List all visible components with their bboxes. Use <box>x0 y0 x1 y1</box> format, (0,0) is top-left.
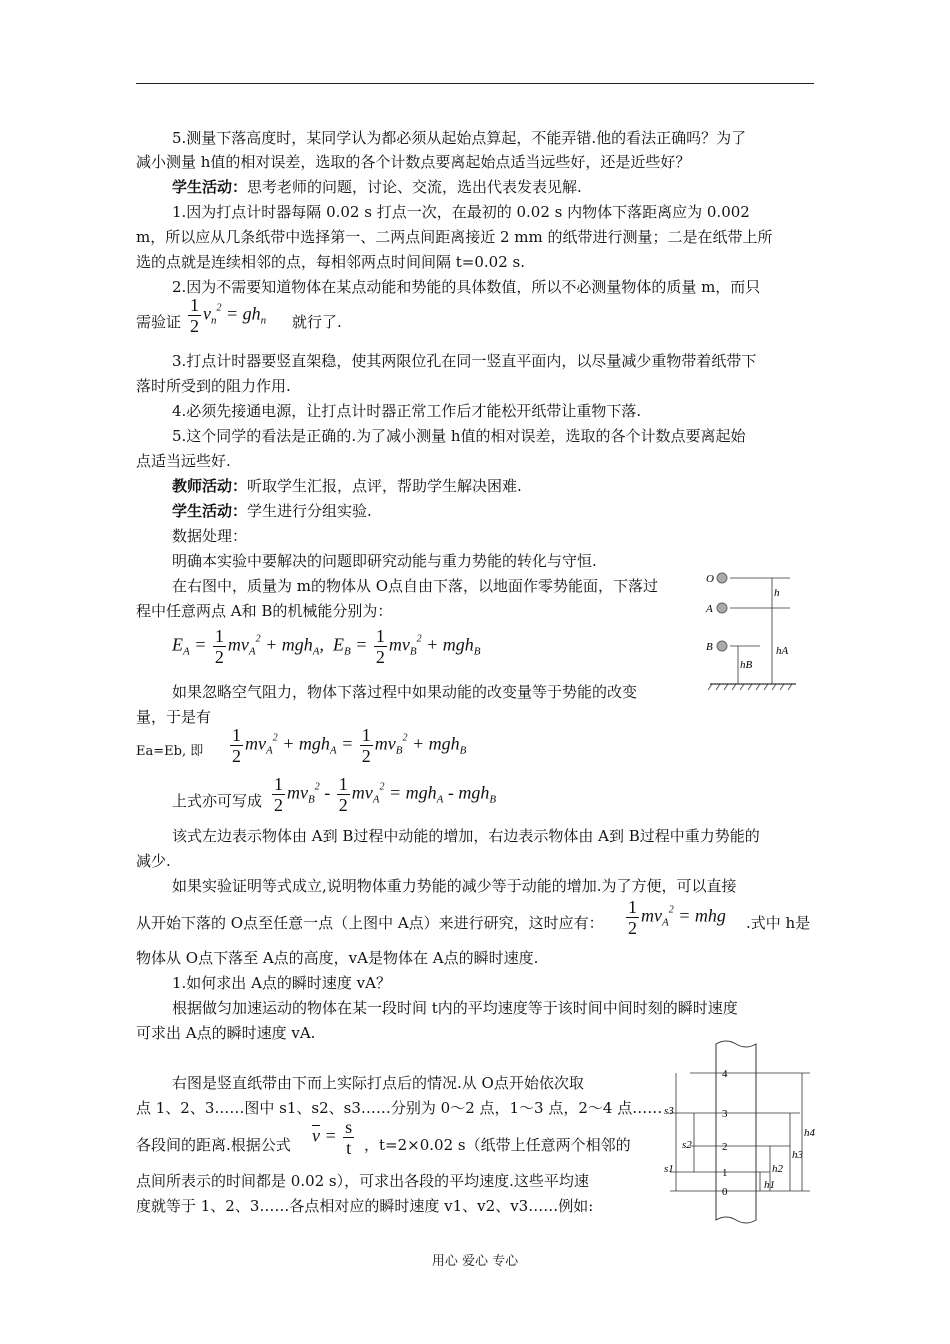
text-line: 1.如何求出 A点的瞬时速度 vA？ <box>172 974 391 992</box>
text-line: 各段间的距离.根据公式 <box>136 1136 291 1154</box>
text-line: 从开始下落的 O点至任意一点（上图中 A点）来进行研究，这时应有： <box>136 914 604 932</box>
svg-text:h2: h2 <box>772 1163 783 1175</box>
svg-text:2: 2 <box>722 1141 728 1153</box>
equation-rewrite: $\frac{1}{2}$ $mv_B^2$ - $\frac{1}{2}$ $mv_A^2 = mgh_A - mgh_B$ <box>274 774 497 815</box>
equation-simple: $\frac{1}{2}$ $mv_A^2$ = mhg <box>628 897 726 938</box>
equation-conservation: $\frac{1}{2}$ $mv_A^2 + mgh_A$ = $\frac{1}{2}$ $mv_B^2 + mgh_B$ <box>232 725 467 766</box>
text-line: 可求出 A点的瞬时速度 vA. <box>136 1024 316 1042</box>
text-line: 数据处理： <box>172 527 248 545</box>
falling-object-diagram <box>700 566 800 694</box>
label-B: B <box>706 641 713 653</box>
svg-text:s1: s1 <box>664 1163 674 1175</box>
text-span: 思考老师的问题，讨论、交流，选出代表发表见解. <box>247 178 582 196</box>
equation-average-velocity: $\overline{v}$ = $\frac{s}{t}$ <box>312 1117 353 1158</box>
student-activity <box>172 176 582 198</box>
text-line: 5.测量下落高度时，某同学认为都必须从起始点算起，不能弄错.他的看法正确吗？为了 <box>172 129 747 147</box>
page-footer: 用心 爱心 专心 <box>431 1254 519 1269</box>
svg-text:h4: h4 <box>804 1127 815 1139</box>
text-line: 物体从 O点下落至 A点的高度，vA是物体在 A点的瞬时速度. <box>136 949 539 967</box>
header-rule <box>136 83 814 84</box>
svg-text:3: 3 <box>722 1108 728 1120</box>
ball-A <box>717 603 727 613</box>
text-line: m，所以应从几条纸带中选择第一、二两点间距离接近 2 mm 的纸带进行测量；二是在纸带上所 <box>136 228 773 246</box>
text-line: .式中 h是 <box>746 914 811 932</box>
text-line: 4.必须先接通电源，让打点计时器正常工作后才能松开纸带让重物下落. <box>172 402 642 420</box>
label-O: O <box>706 573 714 585</box>
text-line: Ea=Eb, 即 <box>136 744 204 759</box>
student-activity-2 <box>172 500 372 522</box>
text-line: 如果实验证明等式成立,说明物体重力势能的减少等于动能的增加.为了方便，可以直接 <box>172 877 737 895</box>
equation-energy: $E_A$ = $\frac{1}{2}$ $mv_A^2 + mgh_A$, $E_B$ = $\frac{1}{2}$ $mv_B^2 + mgh_B$ <box>172 626 481 667</box>
ball-O <box>717 573 727 583</box>
text-line: 选的点就是连续相邻的点，每相邻两点时间间隔 t=0.02 s. <box>136 253 525 271</box>
text-line: 1.因为打点计时器每隔 0.02 s 打点一次，在最初的 0.02 s 内物体下落距离应为 0.002 <box>172 203 750 221</box>
text-line: 落时所受到的阻力作用. <box>136 377 291 395</box>
text-span: 学生进行分组实验. <box>247 502 372 520</box>
text-line: 明确本实验中要解决的问题即研究动能与重力势能的转化与守恒. <box>172 552 597 570</box>
text-line: 度就等于 1、2、3……各点相对应的瞬时速度 v1、v2、v3……例如: <box>136 1197 594 1215</box>
text-line: 3.打点计时器要竖直架稳，使其两限位孔在同一竖直平面内，以尽量减少重物带着纸带下 <box>172 352 757 370</box>
label-teacher: 教师活动： <box>172 477 248 495</box>
text-line: 需验证 <box>136 313 182 331</box>
text-line: 该式左边表示物体由 A到 B过程中动能的增加，右边表示物体由 A到 B过程中重力势能的 <box>172 827 760 845</box>
label-A: A <box>706 603 713 615</box>
paper-tape-diagram <box>660 1040 820 1226</box>
text-line: ，t=2×0.02 s（纸带上任意两个相邻的 <box>364 1136 631 1154</box>
text-line: 5.这个同学的看法是正确的.为了减小测量 h值的相对误差，选取的各个计数点要离起始 <box>172 427 746 445</box>
svg-text:h1: h1 <box>764 1179 775 1191</box>
text-line: 就行了. <box>292 313 342 331</box>
text-line: 量，于是有 <box>136 708 212 726</box>
text-line: 右图是竖直纸带由下而上实际打点后的情况.从 O点开始依次取 <box>172 1074 584 1092</box>
text-span: 听取学生汇报，点评，帮助学生解决困难. <box>247 477 522 495</box>
text-line: 点适当远些好. <box>136 452 231 470</box>
label-student-2: 学生活动： <box>172 502 248 520</box>
svg-text:1: 1 <box>722 1167 728 1179</box>
text-line: 减小测量 h值的相对误差，选取的各个计数点要离起始点适当远些好，还是近些好？ <box>136 153 691 171</box>
svg-text:s3: s3 <box>664 1105 674 1117</box>
svg-text:s2: s2 <box>682 1139 692 1151</box>
svg-text:0: 0 <box>722 1186 728 1198</box>
label-hA: hA <box>776 645 789 657</box>
text-line: 上式亦可写成 <box>172 792 263 810</box>
text-line: 2.因为不需要知道物体在某点动能和势能的具体数值，所以不必测量物体的质量 m，而只 <box>172 278 761 296</box>
text-line: 根据做匀加速运动的物体在某一段时间 t内的平均速度等于该时间中间时刻的瞬时速度 <box>172 999 738 1017</box>
svg-text:4: 4 <box>722 1068 728 1080</box>
text-line: 减少. <box>136 852 171 870</box>
text-line: 程中任意两点 A和 B的机械能分别为： <box>136 602 393 620</box>
label-hB: hB <box>740 659 753 671</box>
teacher-activity <box>172 475 522 497</box>
label-h: h <box>774 587 780 599</box>
equation-verify: $\frac{1}{2}$ $v_n^2 = gh_n$ <box>190 295 267 336</box>
text-line: 在右图中，质量为 m的物体从 O点自由下落，以地面作零势能面，下落过 <box>172 577 659 595</box>
ball-B <box>717 641 727 651</box>
svg-text:h3: h3 <box>792 1149 803 1161</box>
text-line: 点 1、2、3……图中 s1、s2、s3……分别为 0～2 点，1～3 点，2～4 点…… <box>136 1099 663 1117</box>
label-student: 学生活动： <box>172 178 248 196</box>
text-line: 如果忽略空气阻力，物体下落过程中如果动能的改变量等于势能的改变 <box>172 683 638 701</box>
text-line: 点间所表示的时间都是 0.02 s），可求出各段的平均速度.这些平均速 <box>136 1172 589 1190</box>
